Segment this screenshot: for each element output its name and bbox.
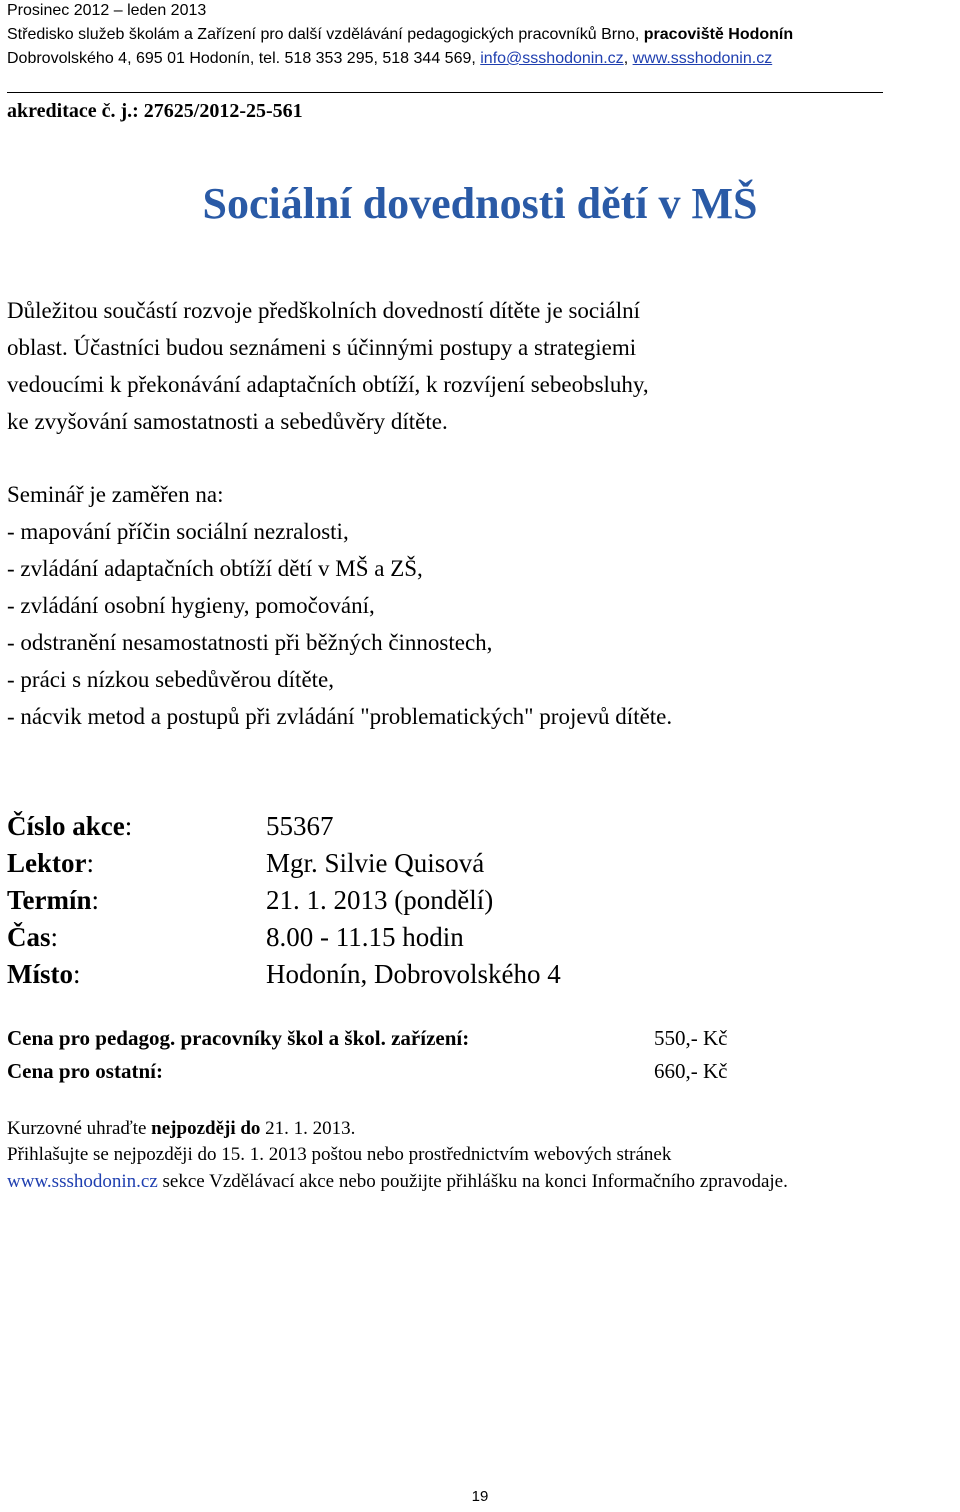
focus-item: - nácvik metod a postupů při zvládání "problematických" projevů dítěte.	[7, 704, 673, 729]
focus-heading: Seminář je zaměřen na:	[7, 482, 224, 507]
price-row	[7, 1022, 727, 1055]
detail-row	[7, 882, 561, 919]
detail-row	[7, 808, 561, 845]
intro-line: ke zvyšování samostatnosti a sebedůvěry dítěte.	[7, 409, 448, 434]
price-label: Cena pro ostatní:	[7, 1059, 163, 1083]
payment-deadline-label: nejpozději do	[151, 1118, 261, 1139]
header-rule	[7, 92, 883, 93]
detail-value: 8.00 - 11.15 hodin	[266, 922, 464, 952]
page-number: 19	[471, 1488, 489, 1505]
focus-item: - mapování příčin sociální nezralosti,	[7, 519, 349, 544]
price-label: Cena pro pedagog. pracovníky škol a škol. zařízení:	[7, 1026, 470, 1050]
website-link[interactable]: www.ssshodonin.cz	[632, 50, 773, 67]
intro-line: oblast. Účastníci budou seznámeni s účinnými postupy a strategiemi	[7, 335, 637, 360]
focus-list	[7, 476, 672, 735]
accreditation: akreditace č. j.: 27625/2012-25-561	[7, 100, 303, 122]
price-value: 660,- Kč	[654, 1059, 728, 1083]
detail-label: Lektor:	[7, 848, 94, 878]
signup-note-continued: www.ssshodonin.cz sekce Vzdělávací akce nebo použijte přihlášku na konci Informačního zpravodaje.	[7, 1171, 788, 1192]
signup-note: Přihlašujte se nejpozději do 15. 1. 2013 poštou nebo prostřednictvím webových stránek	[7, 1144, 672, 1165]
price-row	[7, 1055, 727, 1088]
detail-label: Čas:	[7, 922, 59, 952]
intro-line: vedoucími k překonávání adaptačních obtíží, k rozvíjení sebeobsluhy,	[7, 372, 649, 397]
header-date: Prosinec 2012 – leden 2013	[7, 2, 207, 19]
email-link[interactable]: info@ssshodonin.cz	[480, 50, 624, 67]
header-separator: ,	[623, 50, 633, 67]
header-institution-name: Středisko služeb školám a Zařízení pro další vzdělávání pedagogických pracovníků Brno,	[7, 26, 644, 43]
payment-note: Kurzovné uhraďte nejpozději do 21. 1. 2013.	[7, 1118, 356, 1139]
focus-item: - odstranění nesamostatnosti při běžných činnostech,	[7, 630, 493, 655]
footer-website-link[interactable]: www.ssshodonin.cz	[7, 1171, 158, 1192]
page-title: Sociální dovednosti dětí v MŠ	[202, 179, 758, 228]
detail-row	[7, 845, 561, 882]
detail-label: Číslo akce:	[7, 811, 133, 841]
detail-value: 21. 1. 2013 (pondělí)	[266, 885, 494, 915]
detail-row	[7, 919, 561, 956]
intro-line: Důležitou součástí rozvoje předškolních dovedností dítěte je sociální	[7, 298, 640, 323]
detail-label: Místo:	[7, 959, 81, 989]
focus-item: - zvládání adaptačních obtíží dětí v MŠ a ZŠ,	[7, 556, 423, 581]
header-contact	[7, 48, 772, 70]
detail-value: Mgr. Silvie Quisová	[266, 848, 485, 878]
event-details	[7, 808, 561, 993]
detail-value: Hodonín, Dobrovolského 4	[266, 959, 561, 989]
detail-value: 55367	[266, 811, 334, 841]
detail-label: Termín:	[7, 885, 100, 915]
header-institution	[7, 24, 793, 46]
header-branch: pracoviště Hodonín	[643, 26, 794, 43]
price-value: 550,- Kč	[654, 1026, 728, 1050]
intro-paragraph	[7, 292, 649, 440]
detail-row	[7, 956, 561, 993]
focus-item: - zvládání osobní hygieny, pomočování,	[7, 593, 375, 618]
price-list	[7, 1022, 727, 1088]
header-address: Dobrovolského 4, 695 01 Hodonín, tel. 518 353 295, 518 344 569,	[7, 50, 481, 67]
focus-item: - práci s nízkou sebedůvěrou dítěte,	[7, 667, 334, 692]
